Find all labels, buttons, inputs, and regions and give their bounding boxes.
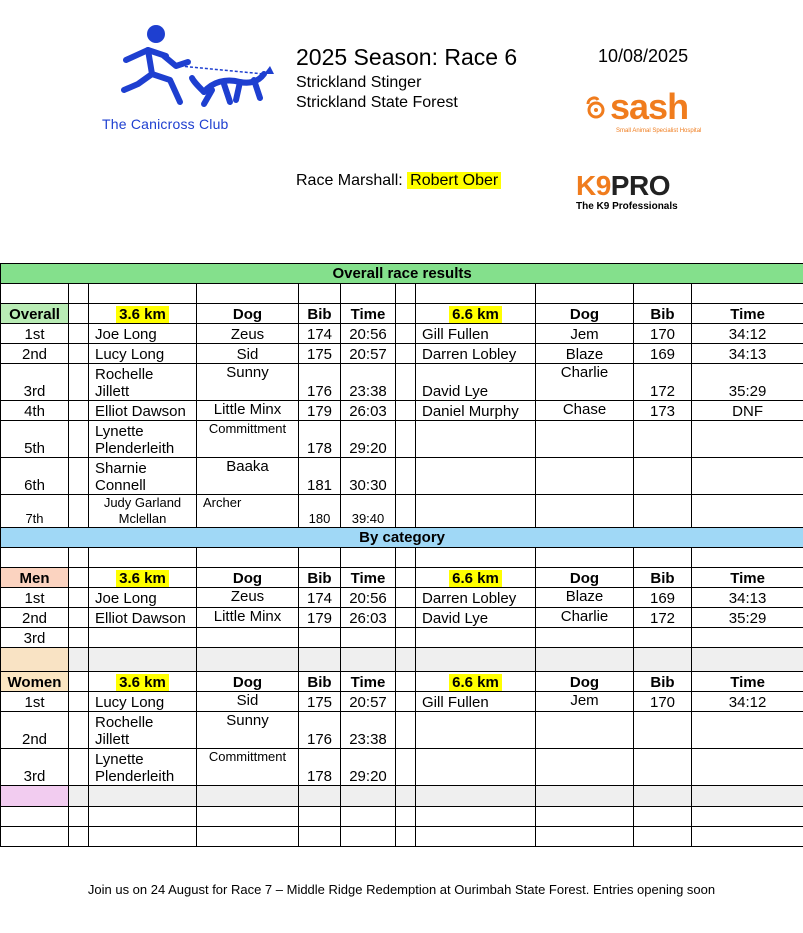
time-cell: 35:29 (692, 608, 803, 628)
dog-cell: Charlie (536, 608, 634, 628)
table-row (1, 364, 803, 401)
place-cell: 2nd (1, 712, 69, 749)
bib-cell: 169 (634, 344, 692, 364)
bib-cell (634, 749, 692, 786)
time-cell (341, 628, 396, 648)
k9pro-tagline: The K9 Professionals (576, 201, 678, 212)
time-cell: 29:20 (341, 749, 396, 786)
col-dog: Dog (197, 304, 299, 324)
table-row (1, 421, 803, 458)
runner-cell: Rochelle Jillett (89, 364, 197, 401)
table-row (1, 324, 803, 344)
time-cell (692, 421, 803, 458)
dog-cell: Sid (197, 344, 299, 364)
dog-cell (536, 458, 634, 495)
spacer-row (1, 807, 803, 827)
club-logo (108, 22, 278, 114)
category-band-title: By category (1, 528, 803, 548)
place-cell: 4th (1, 401, 69, 421)
runner-cell: Darren Lobley (416, 588, 536, 608)
col-dog-long: Dog (536, 568, 634, 588)
runner-cell: Lynette Plenderleith (89, 749, 197, 786)
bib-cell: 179 (299, 401, 341, 421)
overall-band-row (1, 264, 803, 284)
col-long-distance: 6.6 km (416, 568, 536, 588)
dog-cell: Archer (197, 495, 299, 528)
col-bib: Bib (299, 568, 341, 588)
bib-cell: 178 (299, 421, 341, 458)
place-cell: 2nd (1, 344, 69, 364)
place-cell: 7th (1, 495, 69, 528)
runner-cell: Rochelle Jillett (89, 712, 197, 749)
dog-cell (536, 628, 634, 648)
sash-dog-face-icon (582, 94, 612, 124)
table-row (1, 712, 803, 749)
place-cell: 3rd (1, 749, 69, 786)
dog-cell: Sid (197, 692, 299, 712)
place-cell: 3rd (1, 364, 69, 401)
time-cell: 35:29 (692, 364, 803, 401)
col-time: Time (341, 568, 396, 588)
place-cell: 1st (1, 692, 69, 712)
runner-cell: Lynette Plenderleith (89, 421, 197, 458)
bib-cell: 181 (299, 458, 341, 495)
bib-cell: 174 (299, 588, 341, 608)
canicross-runner-dog-icon (108, 22, 278, 114)
bib-cell: 170 (634, 324, 692, 344)
time-cell (692, 495, 803, 528)
runner-cell: Sharnie Connell (89, 458, 197, 495)
runner-cell (416, 458, 536, 495)
bib-cell (634, 628, 692, 648)
col-dog-long: Dog (536, 672, 634, 692)
runner-cell: Darren Lobley (416, 344, 536, 364)
bib-cell: 172 (634, 364, 692, 401)
table-row (1, 401, 803, 421)
dog-cell (536, 712, 634, 749)
place-cell: 6th (1, 458, 69, 495)
dog-cell: Blaze (536, 588, 634, 608)
time-cell (692, 458, 803, 495)
runner-cell (416, 495, 536, 528)
table-row (1, 608, 803, 628)
col-time-long: Time (692, 304, 803, 324)
dog-cell: Little Minx (197, 401, 299, 421)
dog-cell: Chase (536, 401, 634, 421)
race-date: 10/08/2025 (598, 46, 689, 66)
race-marshal (296, 172, 501, 190)
dog-cell: Jem (536, 324, 634, 344)
dog-cell: Sunny (197, 712, 299, 749)
col-dog: Dog (197, 568, 299, 588)
col-time: Time (341, 304, 396, 324)
runner-cell: Lucy Long (89, 344, 197, 364)
bib-cell (634, 712, 692, 749)
men-label: Men (1, 568, 69, 588)
spacer-row (1, 827, 803, 847)
k9pro-brand-pro: PRO (610, 170, 670, 201)
runner-cell: David Lye (416, 608, 536, 628)
col-dog: Dog (197, 672, 299, 692)
col-bib-long: Bib (634, 304, 692, 324)
time-cell: 34:12 (692, 324, 803, 344)
table-row (1, 749, 803, 786)
spacer-row (1, 284, 803, 304)
time-cell: 26:03 (341, 401, 396, 421)
time-cell: 20:56 (341, 324, 396, 344)
place-cell: 5th (1, 421, 69, 458)
dog-cell: Sunny (197, 364, 299, 401)
category-band-row (1, 528, 803, 548)
time-cell: 34:13 (692, 344, 803, 364)
runner-cell: Elliot Dawson (89, 401, 197, 421)
col-long-distance: 6.6 km (416, 304, 536, 324)
race-name: Strickland Stinger (296, 74, 422, 91)
dog-cell: Zeus (197, 324, 299, 344)
bib-cell (299, 628, 341, 648)
time-cell: 29:20 (341, 421, 396, 458)
sash-tagline: Small Animal Specialist Hospital (616, 128, 702, 134)
overall-band-title: Overall race results (1, 264, 803, 284)
runner-cell: Gill Fullen (416, 692, 536, 712)
bib-cell: 179 (299, 608, 341, 628)
col-bib: Bib (299, 672, 341, 692)
runner-cell (416, 749, 536, 786)
bib-cell: 169 (634, 588, 692, 608)
time-cell: 23:38 (341, 364, 396, 401)
bib-cell: 175 (299, 344, 341, 364)
bib-cell: 178 (299, 749, 341, 786)
dog-cell: Blaze (536, 344, 634, 364)
time-cell (692, 749, 803, 786)
dog-cell (536, 421, 634, 458)
col-time: Time (341, 672, 396, 692)
col-bib-long: Bib (634, 568, 692, 588)
k9pro-brand-k9: K9 (576, 170, 611, 201)
time-cell (692, 628, 803, 648)
time-cell: 26:03 (341, 608, 396, 628)
bib-cell: 174 (299, 324, 341, 344)
place-cell: 2nd (1, 608, 69, 628)
marshal-name: Robert Ober (407, 172, 501, 189)
runner-cell: Elliot Dawson (89, 608, 197, 628)
time-cell: 34:13 (692, 588, 803, 608)
k9pro-brand (576, 172, 678, 200)
place-cell: 1st (1, 588, 69, 608)
overall-label: Overall (1, 304, 69, 324)
col-short-distance: 3.6 km (89, 568, 197, 588)
runner-cell: Joe Long (89, 324, 197, 344)
time-cell: 20:57 (341, 344, 396, 364)
bib-cell (634, 421, 692, 458)
footer-note: Join us on 24 August for Race 7 – Middle Ridge Redemption at Ourimbah State Forest. Entries opening soon (87, 882, 716, 897)
runner-cell: David Lye (416, 364, 536, 401)
table-row (1, 495, 803, 528)
col-bib-long: Bib (634, 672, 692, 692)
bib-cell: 176 (299, 364, 341, 401)
sash-brand: sash (610, 86, 689, 127)
col-bib: Bib (299, 304, 341, 324)
dog-cell: Charlie (536, 364, 634, 401)
time-cell: 20:57 (341, 692, 396, 712)
time-cell: 23:38 (341, 712, 396, 749)
dog-cell: Little Minx (197, 608, 299, 628)
race-venue: Strickland State Forest (296, 94, 458, 111)
dog-cell: Jem (536, 692, 634, 712)
dog-cell: Committment (197, 749, 299, 786)
women-label: Women (1, 672, 69, 692)
table-row (1, 692, 803, 712)
club-name: The Canicross Club (102, 116, 229, 132)
runner-cell (416, 712, 536, 749)
bib-cell: 176 (299, 712, 341, 749)
runner-cell (89, 628, 197, 648)
col-long-distance: 6.6 km (416, 672, 536, 692)
spacer-row (1, 648, 803, 672)
men-header-row (1, 568, 803, 588)
bib-cell: 173 (634, 401, 692, 421)
runner-cell: Lucy Long (89, 692, 197, 712)
table-row (1, 628, 803, 648)
k9pro-logo (576, 172, 678, 212)
bib-cell (634, 495, 692, 528)
col-short-distance: 3.6 km (89, 672, 197, 692)
page-title: 2025 Season: Race 6 (296, 44, 518, 70)
time-cell: 30:30 (341, 458, 396, 495)
runner-cell (416, 628, 536, 648)
women-header-row (1, 672, 803, 692)
dog-cell: Baaka (197, 458, 299, 495)
col-time-long: Time (692, 568, 803, 588)
runner-cell: Joe Long (89, 588, 197, 608)
spacer-row (1, 548, 803, 568)
bib-cell (634, 458, 692, 495)
overall-header-row (1, 304, 803, 324)
runner-cell (416, 421, 536, 458)
sash-logo (582, 86, 702, 140)
dog-cell (197, 628, 299, 648)
spacer-row (1, 786, 803, 807)
time-cell: 39:40 (341, 495, 396, 528)
time-cell: 34:12 (692, 692, 803, 712)
runner-cell: Judy Garland Mclellan (89, 495, 197, 528)
table-row (1, 344, 803, 364)
marshal-label: Race Marshall: (296, 172, 403, 189)
col-short-distance: 3.6 km (89, 304, 197, 324)
results-table (0, 263, 803, 847)
place-cell: 1st (1, 324, 69, 344)
col-dog-long: Dog (536, 304, 634, 324)
time-cell (692, 712, 803, 749)
runner-cell: Gill Fullen (416, 324, 536, 344)
table-row (1, 458, 803, 495)
dog-cell: Zeus (197, 588, 299, 608)
col-time-long: Time (692, 672, 803, 692)
runner-cell: Daniel Murphy (416, 401, 536, 421)
time-cell: 20:56 (341, 588, 396, 608)
place-cell: 3rd (1, 628, 69, 648)
dog-cell (536, 749, 634, 786)
dog-cell (536, 495, 634, 528)
bib-cell: 172 (634, 608, 692, 628)
bib-cell: 180 (299, 495, 341, 528)
dog-cell: Committment (197, 421, 299, 458)
time-cell: DNF (692, 401, 803, 421)
bib-cell: 175 (299, 692, 341, 712)
table-row (1, 588, 803, 608)
bib-cell: 170 (634, 692, 692, 712)
